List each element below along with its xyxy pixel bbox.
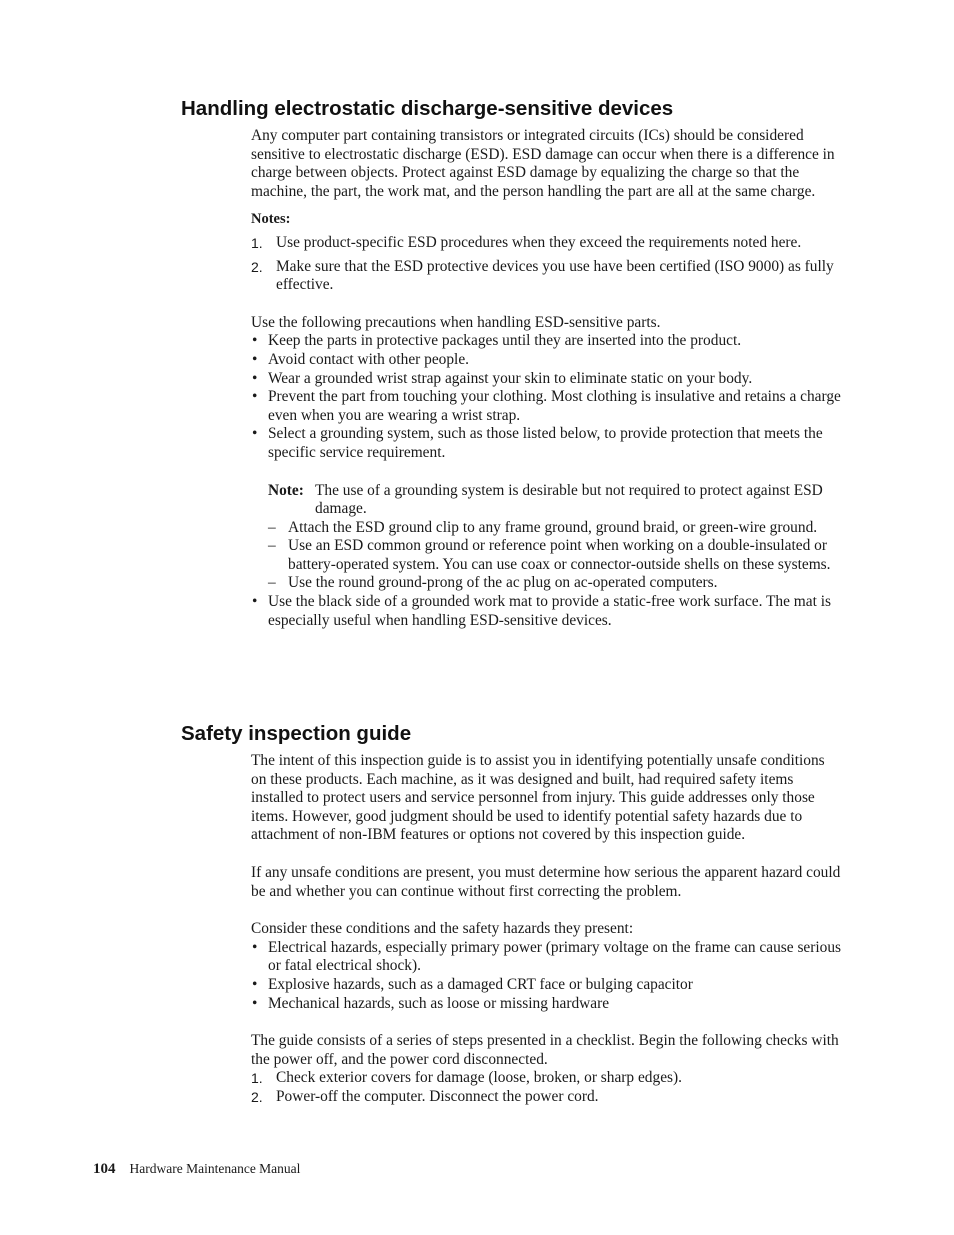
list-item: [268, 519, 843, 538]
list-item-text: Select a grounding system, such as those listed below, to provide protection that meets the specific service requirement.: [268, 425, 823, 461]
list-item: [251, 593, 843, 630]
step-item: [251, 1088, 843, 1107]
dash-glyph: –: [268, 574, 276, 592]
bullet-glyph: •: [252, 332, 258, 350]
safety-para-unsafe: If any unsafe conditions are present, you must determine how serious the apparent hazard could be and whether you can continue without first correcting the problem.: [251, 863, 841, 900]
step-number: 2.: [251, 1088, 263, 1105]
bullet-glyph: •: [252, 369, 258, 387]
list-item: [251, 995, 843, 1014]
note-number: 2.: [251, 258, 263, 275]
bullet-glyph: •: [252, 994, 258, 1012]
step-text: Power-off the computer. Disconnect the power cord.: [276, 1087, 599, 1105]
page-number: 104: [93, 1161, 116, 1177]
note-text: Make sure that the ESD protective devices you use have been certified (ISO 9000) as fully effective.: [276, 257, 834, 294]
list-item-text: Explosive hazards, such as a damaged CRT face or bulging capacitor: [268, 975, 693, 993]
step-item: [251, 1069, 843, 1088]
hazards-list: [251, 939, 843, 1013]
safety-para-consider: Consider these conditions and the safety hazards they present:: [251, 920, 634, 938]
bullet-glyph: •: [252, 593, 258, 611]
list-item-text: Use the black side of a grounded work mat to provide a static-free work surface. The mat is especially useful when handling ESD-sensitive devices.: [268, 593, 831, 629]
grounding-note-label: Note:: [268, 481, 304, 499]
list-item: [251, 388, 843, 425]
dash-glyph: –: [268, 537, 276, 555]
dash-glyph: –: [268, 518, 276, 536]
manual-title: Hardware Maintenance Manual: [129, 1161, 301, 1176]
esd-section-body: [251, 127, 843, 630]
notes-list: [251, 234, 843, 295]
step-text: Check exterior covers for damage (loose, broken, or sharp edges).: [276, 1069, 682, 1087]
precautions-intro: Use the following precautions when handling ESD-sensitive parts.: [251, 313, 661, 331]
note-item: [251, 234, 843, 253]
bullet-glyph: •: [252, 425, 258, 443]
bullet-glyph: •: [252, 350, 258, 368]
precautions-list: [251, 332, 843, 630]
list-item: [251, 370, 843, 389]
list-item: [268, 537, 843, 574]
list-item: [251, 332, 843, 351]
list-item-text: Use the round ground-prong of the ac plug on ac-operated computers.: [288, 574, 718, 592]
section-title-esd: Handling electrostatic discharge-sensitive devices: [181, 97, 674, 120]
bullet-glyph: •: [252, 388, 258, 406]
step-number: 1.: [251, 1070, 263, 1087]
safety-para-checklist: The guide consists of a series of steps presented in a checklist. Begin the following checks with the power off, and the power cord disconnected.: [251, 1032, 839, 1068]
bullet-glyph: •: [252, 975, 258, 993]
note-number: 1.: [251, 234, 263, 251]
safety-section-body: [251, 752, 843, 1107]
list-item: [251, 351, 843, 370]
grounding-note: [268, 482, 843, 519]
list-item-text: Keep the parts in protective packages until they are inserted into the product.: [268, 332, 742, 350]
list-item-text: Wear a grounded wrist strap against your skin to eliminate static on your body.: [268, 369, 753, 387]
list-item: [251, 939, 843, 976]
grounding-note-text: The use of a grounding system is desirable but not required to protect against ESD damage.: [315, 481, 823, 518]
list-item: [251, 976, 843, 995]
esd-intro-paragraph: Any computer part containing transistors or integrated circuits (ICs) should be considered sensitive to electrostatic discharge (ESD). ESD damage can occur when there is a difference in charge between objects. Protect against ESD damage by equalizing the charge so that the machine, the part, the work mat, and the person handling the part are all at the same charge.: [251, 127, 835, 200]
page-footer: [93, 1160, 300, 1179]
note-item: [251, 258, 843, 295]
list-item-text: Avoid contact with other people.: [268, 350, 470, 368]
notes-label: Notes:: [251, 211, 291, 228]
bullet-glyph: •: [252, 938, 258, 956]
note-text: Use product-specific ESD procedures when they exceed the requirements noted here.: [276, 233, 802, 251]
list-item: [268, 574, 843, 593]
safety-para-intent: The intent of this inspection guide is to assist you in identifying potentially unsafe conditions on these products. Each machine, as it was designed and built, had required safety items installed to protect users and service personnel from injury. This guide addresses only those items. However, good judgment should be used to identify potential safety hazards due to attachment of non-IBM features or options not covered by this inspection guide.: [251, 752, 825, 844]
list-item-text: Attach the ESD ground clip to any frame ground, ground braid, or green-wire ground.: [288, 518, 818, 536]
grounding-options-list: [268, 519, 843, 593]
list-item-text: Mechanical hazards, such as loose or missing hardware: [268, 994, 610, 1012]
list-item: [251, 425, 843, 593]
section-title-safety: Safety inspection guide: [181, 722, 412, 745]
list-item-text: Prevent the part from touching your clothing. Most clothing is insulative and retains a charge even when you are wearing a wrist strap.: [268, 388, 841, 424]
steps-list: [251, 1069, 843, 1106]
list-item-text: Use an ESD common ground or reference point when working on a double-insulated or battery-operated system. You can use coax or connector-outside shells on these systems.: [288, 537, 831, 573]
list-item-text: Electrical hazards, especially primary power (primary voltage on the frame can cause serious or fatal electrical shock).: [268, 938, 842, 975]
